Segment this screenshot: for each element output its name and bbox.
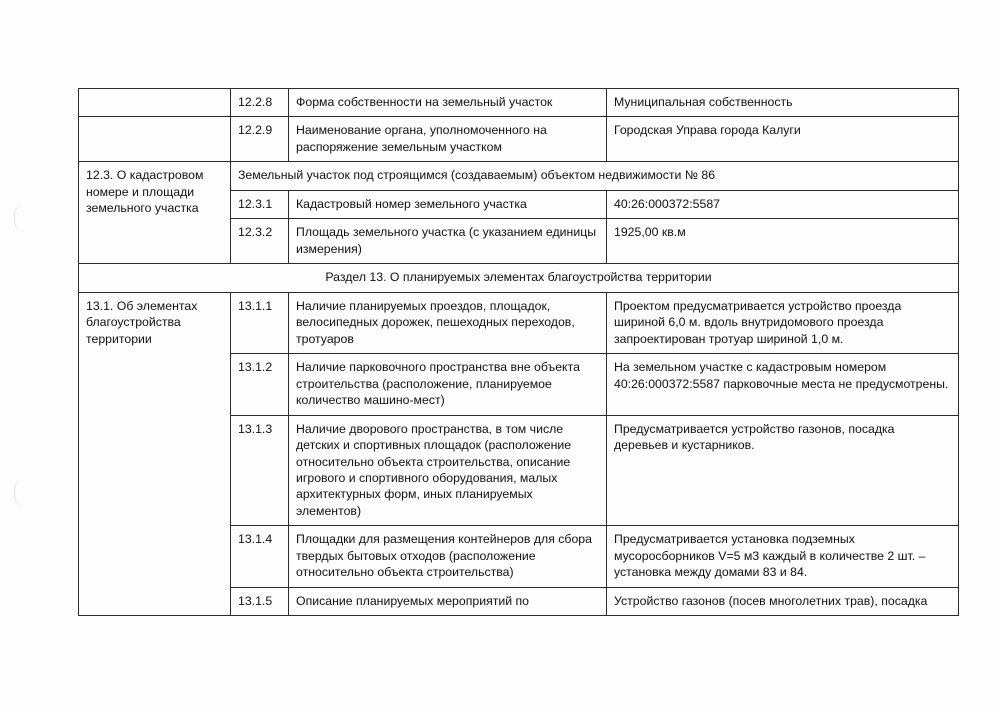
row-number-cell: 12.2.9 [231,117,289,162]
row-description-cell: Наличие парковочного пространства вне объекта строительства (расположение, планируемое количество машино-мест) [289,354,607,415]
row-description-cell: Площадь земельного участка (с указанием единицы измерения) [289,219,607,264]
scan-artifact-icon [14,480,25,506]
row-value-cell: Предусматривается установка подземных мусоросборников V=5 м3 каждый в количестве 2 шт. – установка между домами 83 и 84. [607,526,959,587]
table-row-section-title [79,264,959,292]
group-span-cell: Земельный участок под строящимся (создаваемым) объектом недвижимости № 86 [231,162,959,190]
row-value-cell: 40:26:000372:5587 [607,190,959,218]
row-number-cell: 13.1.4 [231,526,289,587]
section-title-cell: Раздел 13. О планируемых элементах благоустройства территории [79,264,959,292]
row-value-cell: Городская Управа города Калуги [607,117,959,162]
table-row [79,292,959,353]
table-row [79,89,959,117]
row-label-cell [79,117,231,162]
row-number-cell: 13.1.2 [231,354,289,415]
row-description-cell: Наименование органа, уполномоченного на распоряжение земельным участком [289,117,607,162]
row-value-cell: На земельном участке с кадастровым номером 40:26:000372:5587 парковочные места не предусмотрены. [607,354,959,415]
row-value-cell: Муниципальная собственность [607,89,959,117]
row-number-cell: 13.1.5 [231,587,289,615]
row-number-cell: 12.2.8 [231,89,289,117]
table-row-group-header [79,162,959,190]
row-value-cell: Предусматривается устройство газонов, посадка деревьев и кустарников. [607,415,959,526]
row-description-cell: Площадки для размещения контейнеров для сбора твердых бытовых отходов (расположение относительно объекта строительства) [289,526,607,587]
row-description-cell: Описание планируемых мероприятий по [289,587,607,615]
table-row [79,117,959,162]
row-description-cell: Кадастровый номер земельного участка [289,190,607,218]
declaration-table [78,88,959,616]
row-number-cell: 13.1.1 [231,292,289,353]
group-label-cell: 13.1. Об элементах благоустройства территории [79,292,231,616]
row-number-cell: 13.1.3 [231,415,289,526]
row-value-cell: Устройство газонов (посев многолетних трав), посадка [607,587,959,615]
row-number-cell: 12.3.2 [231,219,289,264]
row-number-cell: 12.3.1 [231,190,289,218]
row-description-cell: Форма собственности на земельный участок [289,89,607,117]
row-value-cell: Проектом предусматривается устройство проезда шириной 6,0 м. вдоль внутридомового проезда запроектирован тротуар шириной 1,0 м. [607,292,959,353]
row-description-cell: Наличие планируемых проездов, площадок, велосипедных дорожек, пешеходных переходов, тротуаров [289,292,607,353]
scan-artifact-icon [14,205,25,231]
row-value-cell: 1925,00 кв.м [607,219,959,264]
row-description-cell: Наличие дворового пространства, в том числе детских и спортивных площадок (расположение относительно объекта строительства, описание игрового и спортивного оборудования, малых архитектурных форм, иных планируемых элементов) [289,415,607,526]
group-label-cell: 12.3. О кадастровом номере и площади земельного участка [79,162,231,264]
table-body [79,89,959,616]
row-label-cell [79,89,231,117]
